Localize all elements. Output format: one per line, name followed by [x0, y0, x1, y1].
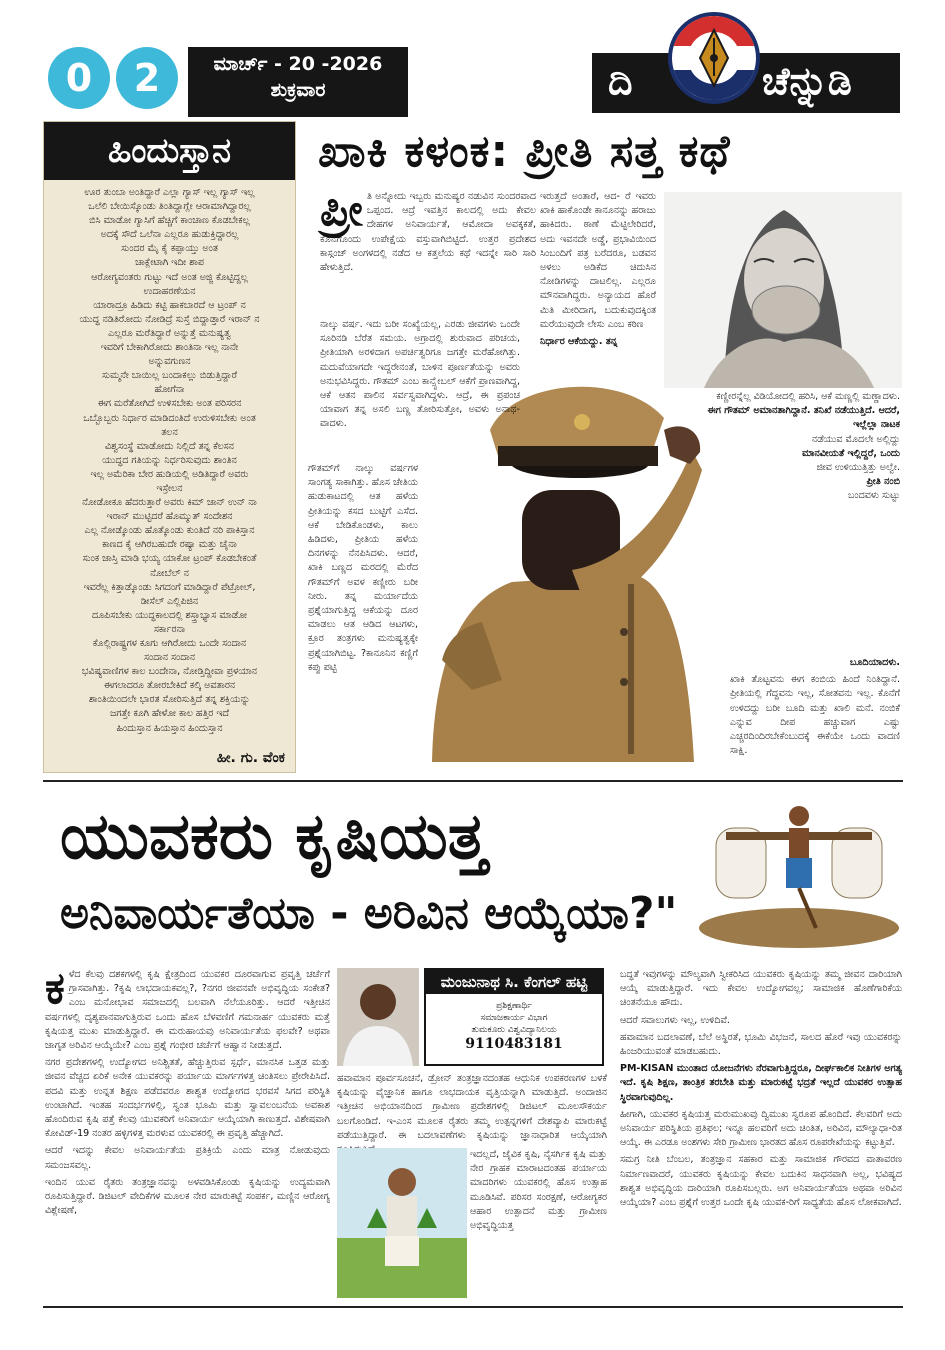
paper-logo: [668, 12, 760, 104]
poem-line: ತಲನ: [161, 426, 178, 438]
poem-box: [43, 121, 296, 773]
story1-para: ಗೌತಮ್‌ಗೆ ನಾಲ್ಕು ವರ್ಷಗಳ ಸಾಂಗತ್ಯ ಸಾಕಾಗಿತ್ತು. ಹೊಸ ಚೇತಿಯ ಹುಡುಕಾಟದಲ್ಲಿ ಆತ ಹಳೆಯ ಪ್ರೀತಿಯನ್ನು ಕಸದ ಬುಟ್ಟಿಗೆ ಎಸೆದ. ಆಕೆ ಬೇಡಿಕೊಂಡಳು, ಕಾಲು ಹಿಡಿದಳು, ಪ್ರೀತಿಯ ಹಳೆಯ ದಿನಗಳನ್ನು ನೆನಪಿಸಿದಳು. ಆದರೆ, ಖಾಕಿ ಬಣ್ಣದ ಮರದಲ್ಲಿ ಮೆರೆದ ಗೌತಮ್‌ಗೆ ಅವಳ ಕಣ್ಣೀರು ಬರೀ ನೀರು. ತನ್ನ ಮರ್ಯಾದೆಯ ಪ್ರಶ್ನೆಯಾಗುತ್ತಿದ್ದ ಆಕೆಯನ್ನು ದೂರ ಮಾಡಲು ಆತ ಆಡಿದ ಆಟಗಳು, ಕ್ರೂರ ತಂತ್ರಗಳು ಮನುಷ್ಯತ್ವಕ್ಕೇ ಪ್ರಶ್ನೆಯಾಗಿಬಿಟ್ಟ. ?ಕಾನೂನಿನ ಕಣ್ಣಿಗೆ ಕಪ್ಪು ಪಟ್ಟಿ: [308, 463, 418, 673]
poem-heading: ಹಿಂದುಸ್ತಾನ: [44, 122, 295, 180]
poem-line: ಭವಿಷ್ಯವಾಣಿಗಳ ಕಾಲ ಬಂದೇನಾ, ನೋಡ್ತಿದ್ದೀವಾ ಪ್ರಳಯಾನ: [81, 666, 258, 678]
page-number-digit: 0: [48, 47, 110, 109]
author-photo: [337, 968, 419, 1066]
poem-line: ಯಾರಾದ್ರೂ ಹಿಡಿದು ಕಟ್ಟಿ ಹಾಕಬಾರದೆ ಆ ಟ್ರಂಪ್ ನ: [93, 299, 246, 311]
story1-dropcap: ಪ್ರೀ: [320, 185, 363, 236]
story2-para: ಬದ್ಧತೆ ಇವುಗಳನ್ನು ಮೌಲ್ಯವಾಗಿ ಸ್ವೀಕರಿಸಿದ ಯುವಕರು ಕೃಷಿಯನ್ನು ತಮ್ಮ ಜೀವನ ದಾರಿಯಾಗಿ ಆಯ್ಕೆ ಮಾಡುತ್ತಿದ್ದಾರೆ. ಇದು ಕೇವಲ ಉದ್ಯೋಗವಲ್ಲ; ಸಾಮಾಜಿಕ ಹೊಣೆಗಾರಿಕೆಯ ಚಿಂತನೆಯೂ ಹೌದು.: [620, 969, 902, 1009]
issue-day: ಶುಕ್ರವಾರ: [270, 79, 326, 101]
poem-line: ಸುಂಕ ಜಾಸ್ತಿ ಮಾಡಿ ಭಯ್ಯ ಯಾಕೋ ಟ್ರಂಪ್ ಕೊಡಬೇಕಂತೆ: [82, 553, 257, 565]
poem-line: ದೂಪಿಸಬೇಕು ಯುದ್ಧಕಾಲದಲ್ಲಿ ಶಸ್ತ್ರಾಭ್ಯಾಸ ಮಾಡೋ: [91, 609, 247, 621]
story2-para: PM-KISAN ಮುಂತಾದ ಯೋಜನೆಗಳು ನೆರವಾಗುತ್ತಿದ್ದರೂ, ದೀರ್ಘಕಾಲಿಕ ನೀತಿಗಳ ಅಗತ್ಯ ಇದೆ. ಕೃಷಿ ಶಿಕ್ಷಣ, ತಾಂತ್ರಿಕ ತರಬೇತಿ ಮತ್ತು ಮಾರುಕಟ್ಟೆ ಭದ್ರತೆ ಇಲ್ಲದೆ ಯುವಕರ ಉತ್ಸಾಹ ಸ್ಥಿರವಾಗುವುದಿಲ್ಲ.: [620, 1063, 902, 1103]
poem-line: ಆರೋಗ್ಯವಂತರು ಗುಟ್ಟು ಇದೆ ಅಂತ ಅಜ್ಜಿ ಕೊಟ್ಟಿದ್ದಲ್ಲ: [91, 271, 248, 283]
story1-col1: [320, 185, 536, 278]
story1-col1c: [308, 462, 418, 678]
young-farmer-illustration: [337, 1148, 467, 1298]
story1-para: ತಿ ಅನ್ನೋದು ಇಬ್ಬರು ಮನುಷ್ಯರ ನಡುವಿನ ಸುಂದರವಾದ ಒಪ್ಪಂದ. ಆದ್ರೆ ಇವತ್ತಿನ ಕಾಲದಲ್ಲಿ ಅದು ಕೇವಲ ದೇಹಗಳ ಅನಿವಾರ್ಯತೆ, ಆಮೋದಾ ಅವಕ್ಕಕತೆ, ಕೊನೆಗೊಂದು ಉಪೇಕ್ಷೆಯ ವಸ್ತುವಾಗಿಬಿಟ್ಟಿದೆ. ಉತ್ತರ ಪ್ರದೇಶದ ಕಾಸ್ಗಂಜ್ ಅಂಗಳದಲ್ಲಿ ನಡೆದ ಆ ಕತ್ತಲೆಯ ಕಥೆ ಇದನ್ನೇ ಸಾರಿ ಸಾರಿ ಹೇಳುತ್ತಿದೆ.: [320, 191, 536, 274]
poem-line: ಸರ್ಕಾರನಾ: [153, 623, 186, 635]
story2-col2-top: [337, 1072, 607, 1160]
author-avatar-icon: [337, 968, 419, 1066]
section-divider: [43, 780, 903, 782]
story2-headline-line1: ಯುವಕರು ಕೃಷಿಯತ್ತ: [60, 800, 488, 874]
caption-line: ಮಾನವೀಯತೆ ಇಲ್ಲಿದ್ದರೆ, ಒಂದು: [802, 447, 900, 459]
footer-divider: [43, 1306, 903, 1308]
poem-author: ಹೀ. ಗು. ವೆಂಕ: [216, 750, 285, 766]
story1-headline: ಖಾಕಿ ಕಳಂಕ: ಪ್ರೀತಿ ಸತ್ತ ಕಥೆ: [318, 126, 731, 177]
poem-line: ಸುಂದರ ಮೈ ಕೈ ಕಪ್ಪಾಯ್ತು ಅಂತ: [121, 243, 218, 255]
poem-line: ಕಾಣದ ಕೈ ಆಗಿರಬಹುದೇ ರಷ್ಯಾ ಮತ್ತು ಚೈನಾ: [102, 539, 237, 551]
caption-line: ಜೀವ ಉಳಿಯುತ್ತಿತ್ತು ಅಲ್ವೇ.: [816, 462, 900, 474]
poem-line: ಡೀಸೆಲ್ ಎಲ್ಲಿಪಿಜಿನ: [140, 595, 199, 607]
poem-line: ಹೋಗೆನಾ: [154, 384, 185, 396]
story1-para: ಖಾಕಿ ತೊಟ್ಟವನು ಈಗ ಕಂಬಿಯ ಹಿಂದೆ ನಿಂತಿದ್ದಾನೆ. ಪ್ರೀತಿಯಲ್ಲಿ ಗೆದ್ದವನು ಇಲ್ಲ, ಸೋತವನು ಇಲ್ಲ. ಕೊನೆಗೆ ಉಳಿದದ್ದು ಬರೀ ಬೂದಿ ಮತ್ತು ಖಾಲಿ ಮನೆ. ನಂಬಿಕೆ ಎನ್ನುವ ದೀಪ ಹಚ್ಚುವಾಗ ಎಷ್ಟು ಎಚ್ಚರದಿಂದಿರಬೇಕೆಂಬುದಕ್ಕೆ ಈಕೆಯೇ ಒಂದು ವಾದಣಿ ಸಾಕ್ಷಿ.: [730, 674, 900, 757]
story2-para: ಳೆದ ಕೆಲವು ದಶಕಗಳಲ್ಲಿ ಕೃಷಿ ಕ್ಷೇತ್ರದಿಂದ ಯುವಕರ ದೂರವಾಗುವ ಪ್ರವೃತ್ತಿ ಚರ್ಚೆಗೆ ಗ್ರಾಸವಾಗಿತ್ತು. ?ಕೃಷಿ ಲಾಭದಾಯಕವಲ್ಲ?, ?ನಗರ ಜೀವನವೇ ಅಭಿವೃದ್ಧಿಯ ಸಂಕೇತ? ಎಂಬ ಮನೋಭಾವ ಸಮಾಜದಲ್ಲಿ ಬಲವಾಗಿ ನೆಲೆಯೂರಿತ್ತು. ಆದರೆ ಇತ್ತೀಚಿನ ವರ್ಷಗಳಲ್ಲಿ ದೃಶ್ಯಪಾನವಾಗುತ್ತಿರುವ ಒಂದು ಹೊಸ ಬೆಳವಣಿಗೆ ಗಮನಾರ್ಹ ಯುವಕರು ಮತ್ತೆ ಕೃಷಿಯತ್ತ ಮುಖ ಮಾಡುತ್ತಿದ್ದಾರೆ. ಈ ಮರುಹಾಯವು ಅನಿವಾರ್ಯತೆಯ ಫಲವೇ? ಅಥವಾ ಜಾಗೃತ ಅರಿವಿನ ಆಯ್ಕೆಯೇ? ಎಂಬ ಪ್ರಶ್ನೆ ಗಂಭೀರ ಚರ್ಚೆಗೆ ಆಹ್ವಾನ ನೀಡುತ್ತದೆ.: [45, 969, 330, 1052]
issue-date: ಮಾರ್ಚ್ - 20 -2026: [213, 53, 383, 75]
date-box: [188, 47, 408, 117]
poem-line: ಉದಾಹರಣೆಯನ: [143, 285, 196, 297]
story1-para: ಇರುತ್ತದೆ ಅಂತಾರೆ, ಆದ- ರೆ ಇವರು ಖಾಕಿ ಹಾಕೊಂಡೇ ಕಾನೂನನ್ನು ಹರಾಜು ಹಾಕಿದರು. ಠಾಣೆ ಮೆಟ್ಟಿಲೇರಿದರೆ, ಅದು ಇವನದೇ ಅಡ್ಡೆ, ಪ್ರಭಾವಿಯಿಂದ ಸಿಂಬಂದಿಗೆ ಪತ್ರ ಬರೆದರೂ, ಬಡವನ ಅಳಲು ಅಡಿಕೆದ ಚಿದುಸಿನ ನೋಡಿಗಳನ್ನು ದಾಟಲಿಲ್ಲ. ಎಲ್ಲರೂ ಮೌನವಾಗಿದ್ದರು. ಅನ್ಯಾಯದ ಹೊರೆ ಮಿತಿ ಮೀರಿದಾಗ, ಬದುಕುವುದಕ್ಕಿಂತ ಮರೆಯುವುದೇ ಲೇಸು ಎಂಬ ಕಠಿಣ: [540, 191, 657, 330]
story1-col1b: [320, 318, 520, 435]
paper-name-left: ದಿ: [608, 59, 633, 103]
story2-para: ಸಮಗ್ರ ನೀತಿ ಬೆಂಬಲ, ತಂತ್ರಜ್ಞಾನ ಸಹಕಾರ ಮತ್ತು ಸಾಮಾಜಿಕ ಗೌರವದ ವಾತಾವರಣ ನಿರ್ಮಾಣವಾದರೆ, ಯುವಕರು ಕೃಷಿಯನ್ನು ಕೇವಲ ಬದುಕಿನ ಸಾಧನವಾಗಿ ಅಲ್ಲ, ಭವಿಷ್ಯದ ಶಾಶ್ವತ ಅಭಿವೃದ್ಧಿಯ ದಾರಿಯಾಗಿ ರೂಪಿಸಬಲ್ಲರು. ಅಗ ಅನಿವಾರ್ಯತೆಯಾ ಅಥವಾ ಅರಿವಿನ ಆಯ್ಕೆಯಾ? ಎಂಬ ಪ್ರಶ್ನೆಗೆ ಉತ್ತರ ಒಂದೇ ಕೃಷಿ ಯುವಕ-ರಿಗೆ ಸಾಧ್ಯತೆಯ ಹೊಸ ಲೋಕವಾಗಿದೆ.: [620, 1154, 902, 1209]
author-phone: 9110483181: [465, 1036, 563, 1052]
author-box: [424, 968, 604, 1066]
poem-line: ಒಬ್ಬೊಬ್ಬರು ನಿರ್ಧಾರ ಮಾಡಿದಂತಿದೆ ಉರುಳಿಸಬೇಕು ಅಂತ: [83, 412, 256, 424]
caption-line: ನಡೆಯುವ ಮೊದಲೇ ಅಲ್ಲಿದ್ದು: [811, 433, 900, 445]
poem-line: ಕೊಲ್ಲಿರಾಷ್ಟ್ರಗಳ ಕೂಗು ಆಗಿರೋದು ಒಂದೇ ಸಂದಾನ: [92, 638, 247, 649]
story2-col1: [45, 963, 330, 1221]
caption-line: ಈಗ ಗೌತಮ್ ಅಮಾನತಾಗಿದ್ದಾನೆ. ತನಿಖೆ ನಡೆಯುತ್ತಿದೆ. ಆದರೆ, ಇಲ್ಲೆಲ್ಲಾ ನಾಟಕ: [707, 405, 900, 431]
poem-line: ಊರ ತುಂಬಾ ಅಂತಿದ್ದಾರೆ ಎಲ್ಲಾ ಗ್ಯಾಸ್ ಇಲ್ಲ ಗ್ಯಾಸ್ ಇಲ್ಲ: [84, 187, 255, 198]
story2-para: ಹವಾಮಾನ ಪೂರ್ವಸೂಚನೆ, ಡ್ರೋನ್ ತಂತ್ರಜ್ಞಾನದಂತಹ ಆಧುನಿಕ ಉಪಕರಣಗಳ ಬಳಕೆ ಕೃಷಿಯನ್ನು ವೈಜ್ಞಾನಿಕ ಹಾಗೂ ಲಾಭದಾಯಕ ವೃತ್ತಿಯನ್ನಾಗಿ ಮಾಡುತ್ತಿದೆ. ಅಂದಾಜಿನ ಇತ್ತೀಚಿನ ಅಭಿಯಾನದಿಂದ ಗ್ರಾಮೀಣ ಪ್ರದೇಶಗಳಲ್ಲಿ ಡಿಜಿಟಲ್ ಮೂಲಸೌಕರ್ಯ ಬಲಗೊಂಡಿದೆ. ಇ-ಎಂಸ ಮೂಲಕ ರೈತರು ತಮ್ಮ ಉತ್ಪನ್ನಗಳಿಗೆ ದೇಶವ್ಯಾಪಿ ಮಾರುಕಟ್ಟೆ ಪಡೆಯುತ್ತಿದ್ದಾರೆ. ಈ ಬದಲಾವಣೆಗಳು ಕೃಷಿಯನ್ನು ಜ್ಞಾನಾಧಾರಿತ ಆಯ್ಕೆಯಾಗಿ: [337, 1073, 607, 1141]
poem-line: ಯುದ್ಧದ ಗತಿಯನ್ನು ನಿರ್ಧರಿಸುವುದು ಶಾಂತಿನ: [102, 454, 237, 466]
story2-col3: [620, 968, 902, 1213]
poem-line: ಅನ್ನುವಗುಣನ: [148, 356, 191, 368]
poem-line: ಯುದ್ಧ ನಡಿತಿರೋದು ನೋಡಿದ್ರೆ ಸುಸ್ತೆ ಬಿದ್ದಾಡ್ತಾರೆ ಇರಾನ್ ನ: [79, 313, 260, 325]
story1-col3-head: ಬೂದಿಯಾದಳು.: [849, 657, 900, 668]
poem-line: ಇವರೆಲ್ಲ ಕಿತ್ತಾಡ್ಕೊಂಡು ಸಿಗದಂಗೆ ಮಾಡಿದ್ದಾರೆ ಪೆಟ್ರೋಲ್,: [83, 581, 256, 593]
author-name: ಮಂಜುನಾಥ ಸಿ. ಕೆಂಗಲ್ ಹಟ್ಟಿ: [426, 970, 602, 994]
poem-line: ವಿಶ್ವಸಂಸ್ಥೆ ಮಾಡೋದು ನಿಲ್ಲಿದೆ ತನ್ನ ಕೆಲಸನ: [105, 440, 234, 452]
story2-para: ಆದರೆ ಸವಾಲುಗಳು ಇಲ್ಲ, ಉಳಿದಿವೆ.: [620, 1014, 730, 1026]
poem-line: ಬಿಸಿ ಮಾಡೋ ಗ್ಯಾಸಿಗೆ ಹೆಚ್ಚಿಗೆ ಕಾಂಚಾಣ ಕೊಡಬೇಕಲ್ಲ: [89, 215, 250, 227]
poem-line: ಎಲ್ಲರೂ ಮರೆತಿದ್ದಾರೆ ಅನ್ನುತ್ತೆ ಮನುಷ್ಯತ್ವ: [108, 327, 231, 339]
author-meta: ಪ್ರಶಿಕ್ಷಣಾರ್ಥಿ: [496, 1001, 532, 1011]
poem-line: ಈಗ ಮರೆತೋಗಿದೆ ಉಳಿಸಬೇಕು ಅಂತ ಪರಿಸರನ: [97, 398, 242, 410]
poem-lines: [44, 180, 295, 736]
story2-para: ಇಂದಿನ ಯುವ ರೈತರು ತಂತ್ರಜ್ಞಾನವನ್ನು ಅಳವಡಿಸಿಕೊಂಡು ಕೃಷಿಯನ್ನು ಉದ್ಯಮವಾಗಿ ರೂಪಿಸುತ್ತಿದ್ದಾರೆ. ಡಿಜಿಟಲ್ ವೇದಿಕೆಗಳ ಮೂಲಕ ನೇರ ಮಾರುಕಟ್ಟೆ ಸಂಪರ್ಕ, ಮಣ್ಣಿನ ಆರೋಗ್ಯ ವಿಶ್ಲೇಷಣೆ,: [45, 1176, 330, 1217]
story1-caption: [700, 390, 900, 504]
story2-para: ನಗರ ಪ್ರದೇಶಗಳಲ್ಲಿ ಉದ್ಯೋಗದ ಅನಿಶ್ಚಿತತೆ, ಹೆಚ್ಚುತ್ತಿರುವ ಸ್ಪರ್ಧೆ, ಮಾನಸಿಕ ಒತ್ತಡ ಮತ್ತು ಜೀವನ ವೆಚ್ಚದ ಏರಿಕೆ ಅನೇಕ ಯುವಕರನ್ನು ಪರ್ಯಾಯ ಮಾರ್ಗಗಳತ್ತ ಚಿಂತಿಸಲು ಪ್ರೇರೇಪಿಸಿದೆ. ಪದವಿ ಮತ್ತು ಉನ್ನತ ಶಿಕ್ಷಣ ಪಡೆದವರೂ ಶಾಶ್ವತ ಉದ್ಯೋಗದ ಭರವಸೆ ಸಿಗದ ಪರಿಸ್ಥಿತಿ ಉಂಟಾಗಿದೆ. ಇಂತಹ ಸಂದರ್ಭಗಳಲ್ಲಿ, ಸ್ವಂತ ಭೂಮಿ ಮತ್ತು ಸ್ವಾವಲಂಬನೆಯ ಅವಕಾಶ ಹೊಂದಿರುವ ಕೃಷಿ ಪತ್ತೆ ಕೆಲವು ಯುವಕರಿಗೆ ಅನಿವಾರ್ಯ ಆಯ್ಕೆಯಾಗಿ ಕಾಣುತ್ತದೆ. ವಿಶೇಷವಾಗಿ ಕೋವಿಡ್-19 ನಂತರ ಹಳ್ಳಿಗಳತ್ತ ಮರಳುವ ಯುವಕರಲ್ಲಿ ಈ ಪ್ರವೃತ್ತಿ ಹೆಚ್ಚಾಗಿದೆ.: [45, 1057, 330, 1140]
poem-line: ಒಲೆಲಿ ಬೇಯಿಸ್ಕೊಂಡು ತಿಂತಿದ್ದಾಗ್ಲೇ ಆರಾಮಾಗಿದ್ದಾರಲ್ಲ: [88, 201, 251, 213]
story2-dropcap: ಕ: [45, 963, 65, 1014]
paper-name-right: ಚೆನ್ನುಡಿ: [762, 59, 852, 103]
poem-line: ಶಾಂತಿಯಿಂದಲೇ ಭಾರತ ಸೋರಿಸುತ್ತಿದೆ ತನ್ನ ಶಕ್ತಿಯನ್ನು: [88, 694, 251, 706]
story1-para: ನಾಲ್ಕು ವರ್ಷ. ಇದು ಬರೀ ಸಂಖ್ಯೆಯಲ್ಲ, ಎರಡು ಜೀವಗಳು ಒಂದೇ ಸೂರಿನಡಿ ಬೆರೆತ ಸಮಯ. ಅಗ್ರಾದಲ್ಲಿ ಶುರುವಾದ ಪರಿಚಯ, ಪ್ರೀತಿಯಾಗಿ ಅರಳಿದಾಗ ಅಪರ್ಚಿತ್ವರಿಗೂ ಜಗತ್ತೇ ಮರೆಹೋಗಿತ್ತು. ಮದುವೆಯಾಗದೇ ಇದ್ದರೇನಂತೆ, ಬಾಳಿನ ಪೂರ್ಣತೆಯನ್ನು ಅವರು ಅನುಭವಿಸಿದ್ದರು. ಗೌತಮ್ ಎಂಬ ಕಾನ್ಸ್ಟೇಬಲ್ ಆಕೆಗೆ ಪ್ರಾಣವಾಗಿದ್ದ, ಆಕೆ ಆತನ ಪಾಲಿನ ಸರ್ವಸ್ವವಾಗಿದ್ದಳು. ಆದ್ರೆ, ಈ ಪ್ರಪಂಚ ಯಾವಾಗ ತನ್ನ ಅಸಲಿ ಬಣ್ಣ ತೋರಿಸುತ್ತೋ, ಅವಳು ಅನಾಥ-ವಾದಳು.: [320, 319, 520, 430]
story2-para: ಹೀಗಾಗಿ, ಯುವಕರ ಕೃಷಿಯತ್ತ ಮರುಮುಖವು ದ್ವಿಮುಖ ಸ್ವರೂಪ ಹೊಂದಿದೆ. ಕೆಲವರಿಗೆ ಅದು ಅನಿವಾರ್ಯ ಪರಿಸ್ಥಿತಿಯ ಪ್ರತಿಫಲ; ಇನ್ನೂ ಹಲವರಿಗೆ ಅದು ಚಿಂತಿತ, ಅರಿವಿನ, ಮೌಲ್ಯಾಧಾ-ರಿತ ಆಯ್ಕೆ. ಈ ಎರಡೂ ಅಂಶಗಳು ಸೇರಿ ಗ್ರಾಮೀಣ ಭಾರತದ ಹೊಸ ರೂಪರೇಖೆಯನ್ನು ಕಟ್ಟುತ್ತಿವೆ.: [620, 1108, 902, 1149]
story2-para: ಆದರೆ ಇದನ್ನು ಕೇವಲ ಅನಿವಾರ್ಯತೆಯ ಪ್ರತಿಕ್ರಿಯೆ ಎಂದು ಮಾತ್ರ ನೋಡುವುದು ಸಮಂಜಸವಲ್ಲ.: [45, 1145, 330, 1171]
poem-line: ಈಗಲಾದರೂ ತೋರಬೇಕಿದೆ ಕಲ್ಕಿ ಅವತಾರನ: [103, 680, 236, 692]
poem-line: ಸುಮ್ಮನೇ ಬಾಯಿಲ್ಲ ಬಂದಾಕಲ್ಲು ಬಿಡುತ್ತಿದ್ದಾರೆ: [102, 370, 237, 382]
poem-line: ಹಿಂದುಸ್ತಾನ ಹಿಯಸ್ತಾನ ಹಿಂದುಸ್ತಾನ: [116, 722, 223, 734]
caption-line: ಬಂದವಳು ಸುಟ್ಟು: [847, 490, 900, 502]
story2-para: ಇದಲ್ಲದೆ, ಜೈವಿಕ ಕೃಷಿ, ನೈಸರ್ಗಿಕ ಕೃಷಿ ಮತ್ತು ನೇರ ಗ್ರಾಹಕ ಮಾರಾಟದಂತಹ ಪರ್ಯಾಯ ಮಾದರಿಗಳು ಯುವಕರಲ್ಲಿ ಹೊಸ ಉತ್ಸಾಹ ಮೂಡಿಸಿವೆ. ಪರಿಸರ ಸಂರಕ್ಷಣೆ, ಆರೋಗ್ಯಕರ ಆಹಾರ ಉತ್ಪಾದನೆ ಮತ್ತು ಗ್ರಾಮೀಣ ಅಭಿವೃದ್ಧಿಯತ್ತ: [470, 1149, 607, 1232]
page-number-digit: 2: [116, 47, 178, 109]
poem-line: ಸಂದಾನ ಸಂದಾನ: [143, 652, 196, 664]
caption-line: ಕಣ್ಣೀರನ್ನೆಲ್ಲ ವಿಡಿಯೋದಲ್ಲಿ ಹರಿಸಿ, ಆಕೆ ಮಣ್ಣಲ್ಲಿ ಮಣ್ಣಾದಳು.: [716, 391, 900, 402]
story2-para: ಹವಾಮಾನ ಬದಲಾವಣೆ, ಬೆಲೆ ಅಸ್ಥಿರತೆ, ಭೂಮಿ ವಿಭಜನೆ, ಸಾಲದ ಹೊರೆ ಇವು ಯುವಕರನ್ನು ಹಿಂಜರಿಯುವಂತೆ ಮಾಡಬಹುದು.: [620, 1031, 902, 1058]
poem-line: ಜಗತ್ತೇ ಕೂಗಿ ಹೇಳೋ ಕಾಲ ಹತ್ತಿರ ಇದೆ: [109, 708, 230, 720]
poem-line: ಇರಾನ್ ಮುಟ್ಟಿದರೆ ಹೊಮ್ಮುತ್ ಸಂದೇಶನ: [106, 511, 233, 523]
author-meta: ಸಮಾಜಕಾರ್ಯ ವಿಭಾಗ: [480, 1013, 548, 1023]
story1-para: ನಿರ್ಧಾರ ಆಕೆಯದ್ದು. ತನ್ನ: [540, 336, 618, 348]
farmer-ox-plough-illustration: [696, 788, 902, 948]
poem-line: ನೋಡೋಕೂ ಹೆದರುತ್ತಾರೆ ಅವರು ಕಿಮ್ ಜಾನ್ ಉನ್ ನಾ: [82, 497, 257, 509]
poem-line: ನೋಬೆಲ್ ನ: [150, 567, 189, 579]
poem-line: ಇಸ್ರೇಲನ: [156, 482, 183, 494]
pen-nib-icon: [672, 16, 756, 100]
poem-line: ಇವರಿಗೆ ಬೇಕಾಗಿರೋದು ಶಾಂತಿನಾ ಇಲ್ಲ ನಾನೇ: [100, 342, 239, 354]
poem-line: ಇಲ್ಲ ಅಮೆರಿಕಾ ಬೇರ ಹುಡಿಯಲ್ಲಿ ಅಡಿತಿದ್ದಾರೆ ಅವರು: [90, 468, 249, 480]
story2-headline-line2: ಅನಿವಾರ್ಯತೆಯಾ - ಅರಿವಿನ ಆಯ್ಕೆಯಾ?": [60, 888, 678, 939]
story2-col2-bottom: [470, 1148, 607, 1236]
story1-col3: [730, 656, 900, 761]
story1-col2: [540, 190, 656, 352]
poem-line: ಎಲ್ಲ ನೋಡ್ಕೊಂಡು ಹೊತ್ಕೊಂಡು ಕುಂತಿದೆ ನರಿ ಪಾಕಿಸ್ತಾನ: [84, 525, 255, 537]
crying-woman-illustration: [664, 192, 902, 388]
caption-line: ಪ್ರೀತಿ ನಂಬಿ: [866, 476, 900, 488]
poem-line: ಚಾಕ್ಲೇಟಾಗಿ ಇದೀ ಶಾಪ: [135, 257, 204, 269]
poem-line: ಅದಕ್ಕೆ ಸೌದೆ ಒಲೆನಾ ಎಲ್ಲರೂ ಹುಡುಕ್ತಿದ್ದಾರಲ್ಲ: [100, 229, 239, 241]
author-meta: ತುಮಕೂರು ವಿಶ್ವವಿದ್ಯಾನಿಲಯ: [471, 1025, 557, 1035]
